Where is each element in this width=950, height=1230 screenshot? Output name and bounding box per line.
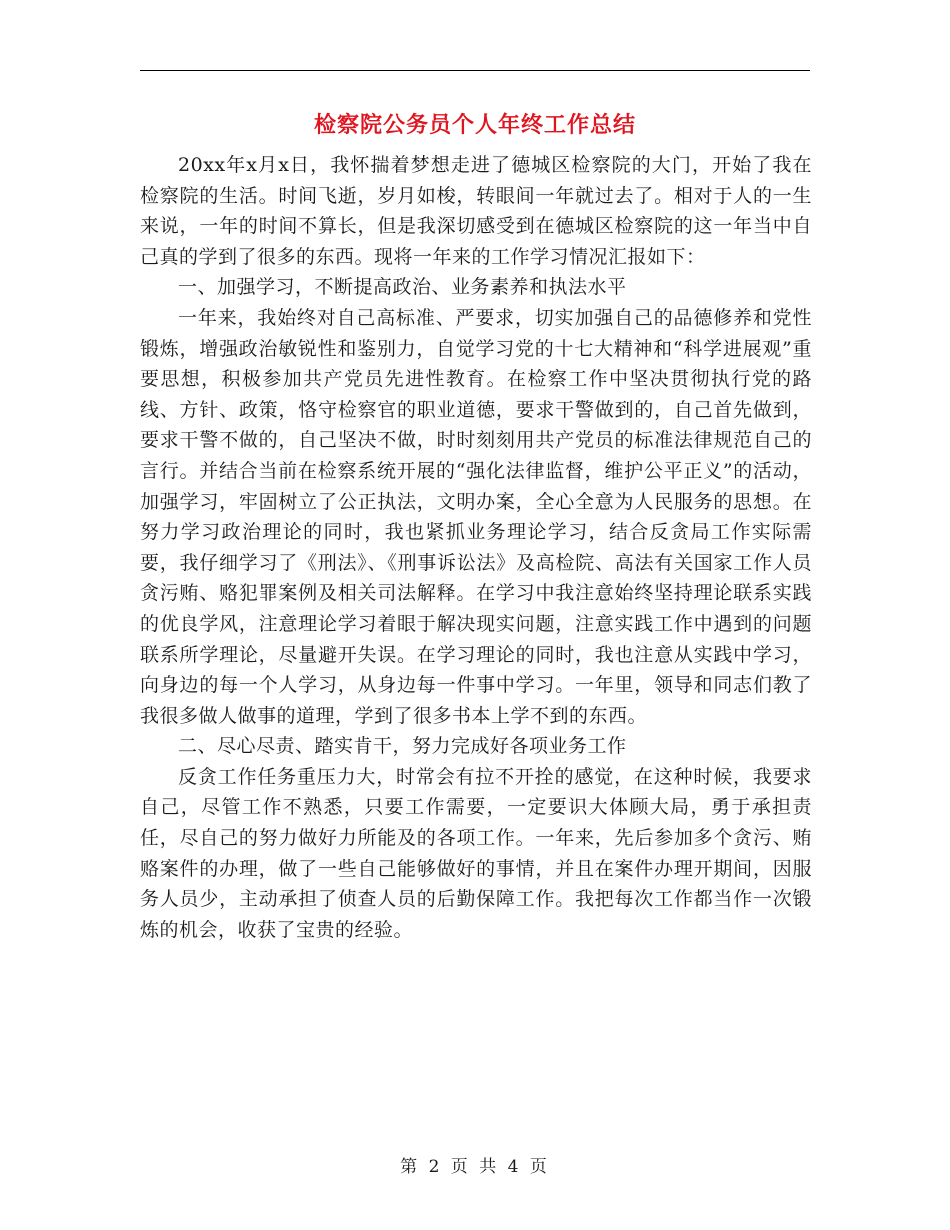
paragraph-section-2: 反贪工作任务重压力大，时常会有拉不开拴的感觉，在这种时候，我要求自己，尽管工作不熟悉，只要工作需要，一定要识大体顾大局，勇于承担责任，尽自己的努力做好力所能及的各项工作。一年来，先后参加多个贪污、贿赂案件的办理，做了一些自己能够做好的事情，并且在案件办理开期间，因服务人员少，主动承担了侦查人员的后勤保障工作。我把每次工作都当作一次锻炼的机会，收获了宝贵的经验。 (140, 765, 812, 941)
section-heading-2: 二、尽心尽责、踏实肯干，努力完成好各项业务工作 (178, 735, 627, 758)
paragraph-section-1: 一年来，我始终对自己高标准、严要求，切实加强自己的品德修养和党性锻炼，增强政治敏锐性和鉴别力，自觉学习党的十七大精神和“科学进展观”重要思想，积极参加共产党员先进性教育。在检察工作中坚决贯彻执行党的路线、方针、政策，恪守检察官的职业道德，要求干警做到的，自己首先做到，要求干警不做的，自己坚决不做，时时刻刻用共产党员的标准法律规范自己的言行。并结合当前在检察系统开展的“强化法律监督，维护公平正义”的活动，加强学习，牢固树立了公正执法，文明办案，全心全意为人民服务的思想。在努力学习政治理论的同时，我也紧抓业务理论学习，结合反贪局工作实际需要，我仔细学习了《刑法》、《刑事诉讼法》及高检院、高法有关国家工作人员贪污贿、赂犯罪案例及相关司法解释。在学习中我注意始终坚持理论联系实践的优良学风，注意理论学习着眼于解决现实问题，注意实践工作中遇到的问题联系所学理论，尽量避开失误。在学习理论的同时，我也注意从实践中学习，向身边的每一个人学习，从身边每一件事中学习。一年里，领导和同志们教了我很多做人做事的道理，学到了很多书本上学不到的东西。 (140, 306, 812, 727)
document-title: 检察院公务员个人年终工作总结 (313, 112, 636, 138)
page-number-footer: 第 2 页 共 4 页 (400, 1157, 550, 1177)
paragraph-intro: 20xx年x月x日，我怀揣着梦想走进了德城区检察院的大门，开始了我在检察院的生活。时间飞逝，岁月如梭，转眼间一年就过去了。相对于人的一生来说，一年的时间不算长，但是我深切感受到在德城区检察院的这一年当中自己真的学到了很多的东西。现将一年来的工作学习情况汇报如下： (140, 154, 812, 268)
header-rule (140, 70, 810, 71)
section-heading-1: 一、加强学习，不断提高政治、业务素养和执法水平 (178, 276, 627, 299)
document-body (140, 150, 812, 945)
